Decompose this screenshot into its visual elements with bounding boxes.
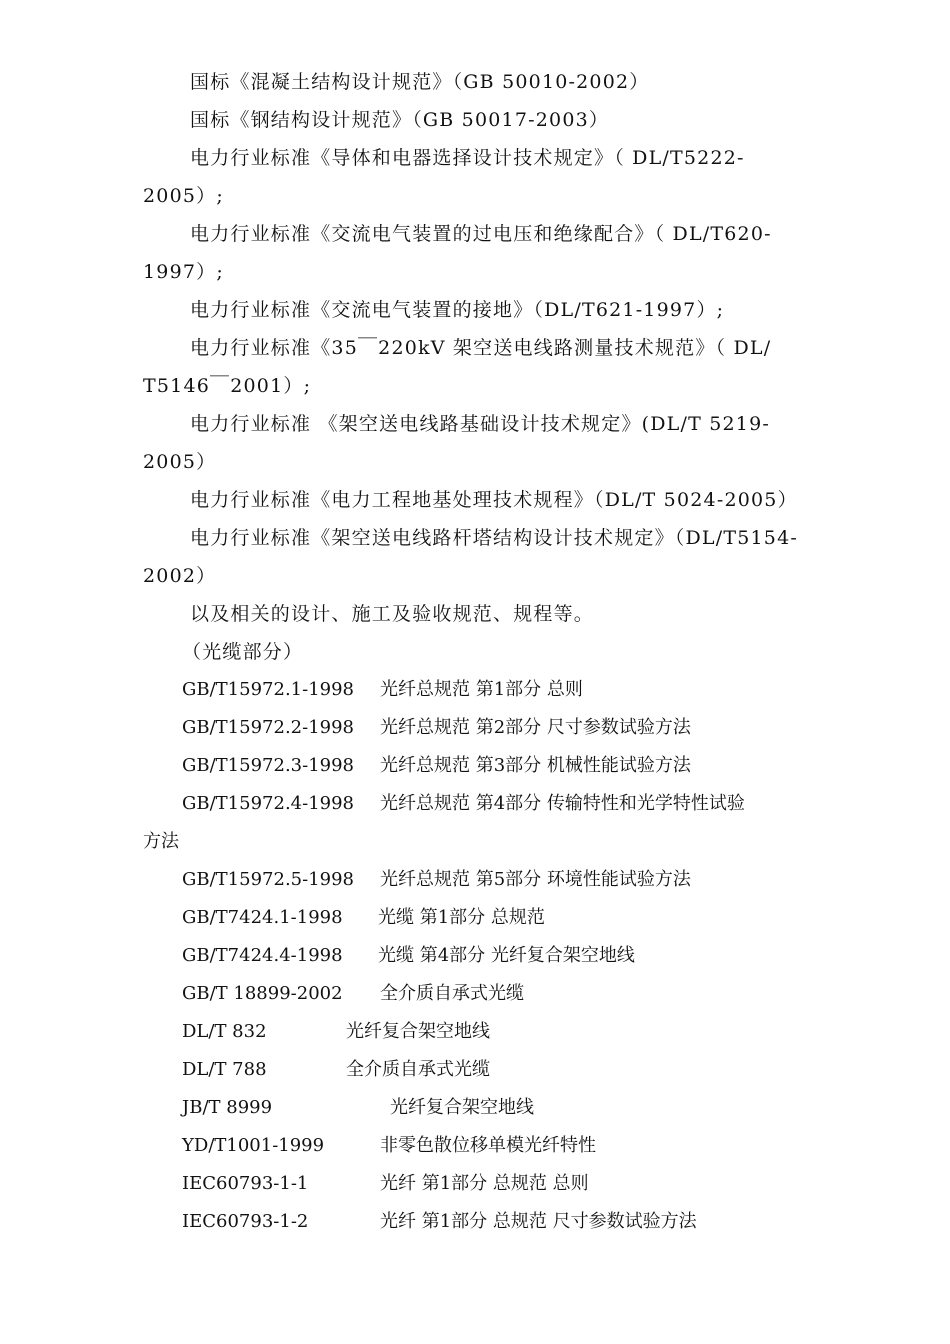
standard-line-continuation: 2005） <box>143 451 217 473</box>
standard-description: 全介质自承式光缆 <box>380 983 524 1004</box>
standard-code: IEC60793-1-2 <box>182 1211 309 1232</box>
standard-code: GB/T15972.4-1998 <box>182 793 355 814</box>
standard-code: GB/T 18899-2002 <box>182 983 343 1004</box>
standard-code: YD/T1001-1999 <box>182 1135 325 1156</box>
standard-line-continuation: 2002） <box>143 565 217 587</box>
standard-code: GB/T15972.2-1998 <box>182 717 355 738</box>
standard-description: 光纤复合架空地线 <box>346 1021 490 1042</box>
standard-code: DL/T 788 <box>182 1059 267 1080</box>
standard-line-continuation: 2005）; <box>143 185 224 207</box>
standard-code: JB/T 8999 <box>182 1097 273 1118</box>
standard-description: 光纤总规范 第1部分 总则 <box>380 679 583 700</box>
standard-description: 方法 <box>143 831 179 852</box>
standard-line: 电力行业标准《交流电气装置的过电压和绝缘配合》（ DL/T620- <box>190 223 772 245</box>
standard-code: IEC60793-1-1 <box>182 1173 309 1194</box>
standard-code: GB/T15972.3-1998 <box>182 755 355 776</box>
standard-line: 电力行业标准《交流电气装置的接地》（DL/T621-1997）; <box>190 299 725 321</box>
standard-description: 非零色散位移单模光纤特性 <box>380 1135 596 1156</box>
standard-description: 光纤 第1部分 总规范 总则 <box>380 1173 589 1194</box>
standard-description: 光纤 第1部分 总规范 尺寸参数试验方法 <box>380 1211 697 1232</box>
standard-code: GB/T7424.4-1998 <box>182 945 343 966</box>
standard-code: GB/T15972.5-1998 <box>182 869 355 890</box>
standard-line-continuation: 1997）; <box>143 261 224 283</box>
standard-line: 电力行业标准《电力工程地基处理技术规程》（DL/T 5024-2005） <box>190 489 798 511</box>
standard-description: 全介质自承式光缆 <box>346 1059 490 1080</box>
standard-description: 光纤总规范 第3部分 机械性能试验方法 <box>380 755 691 776</box>
closing-sentence: 以及相关的设计、施工及验收规范、规程等。 <box>190 603 595 625</box>
standard-description: 光缆 第1部分 总规范 <box>378 907 545 928</box>
standard-description: 光纤总规范 第2部分 尺寸参数试验方法 <box>380 717 691 738</box>
standard-code: DL/T 832 <box>182 1021 267 1042</box>
standard-line: 电力行业标准《导体和电器选择设计技术规定》（ DL/T5222- <box>190 147 745 169</box>
standard-description: 光纤总规范 第4部分 传输特性和光学特性试验 <box>380 793 745 814</box>
section-heading: （光缆部分） <box>182 641 304 663</box>
standard-description: 光纤总规范 第5部分 环境性能试验方法 <box>380 869 691 890</box>
standard-line-continuation: T5146￣2001）; <box>143 375 312 397</box>
standard-line: 电力行业标准《架空送电线路杆塔结构设计技术规定》（DL/T5154- <box>190 527 798 549</box>
standard-code: GB/T15972.1-1998 <box>182 679 355 700</box>
standard-line: 国标《混凝土结构设计规范》（GB 50010-2002） <box>190 71 650 93</box>
standard-description: 光纤复合架空地线 <box>390 1097 534 1118</box>
standard-line: 国标《钢结构设计规范》（GB 50017-2003） <box>190 109 610 131</box>
standard-code: GB/T7424.1-1998 <box>182 907 343 928</box>
standard-line: 电力行业标准 《架空送电线路基础设计技术规定》(DL/T 5219- <box>190 413 770 435</box>
standard-description: 光缆 第4部分 光纤复合架空地线 <box>378 945 635 966</box>
standard-line: 电力行业标准《35￣220kV 架空送电线路测量技术规范》（ DL/ <box>190 337 772 359</box>
